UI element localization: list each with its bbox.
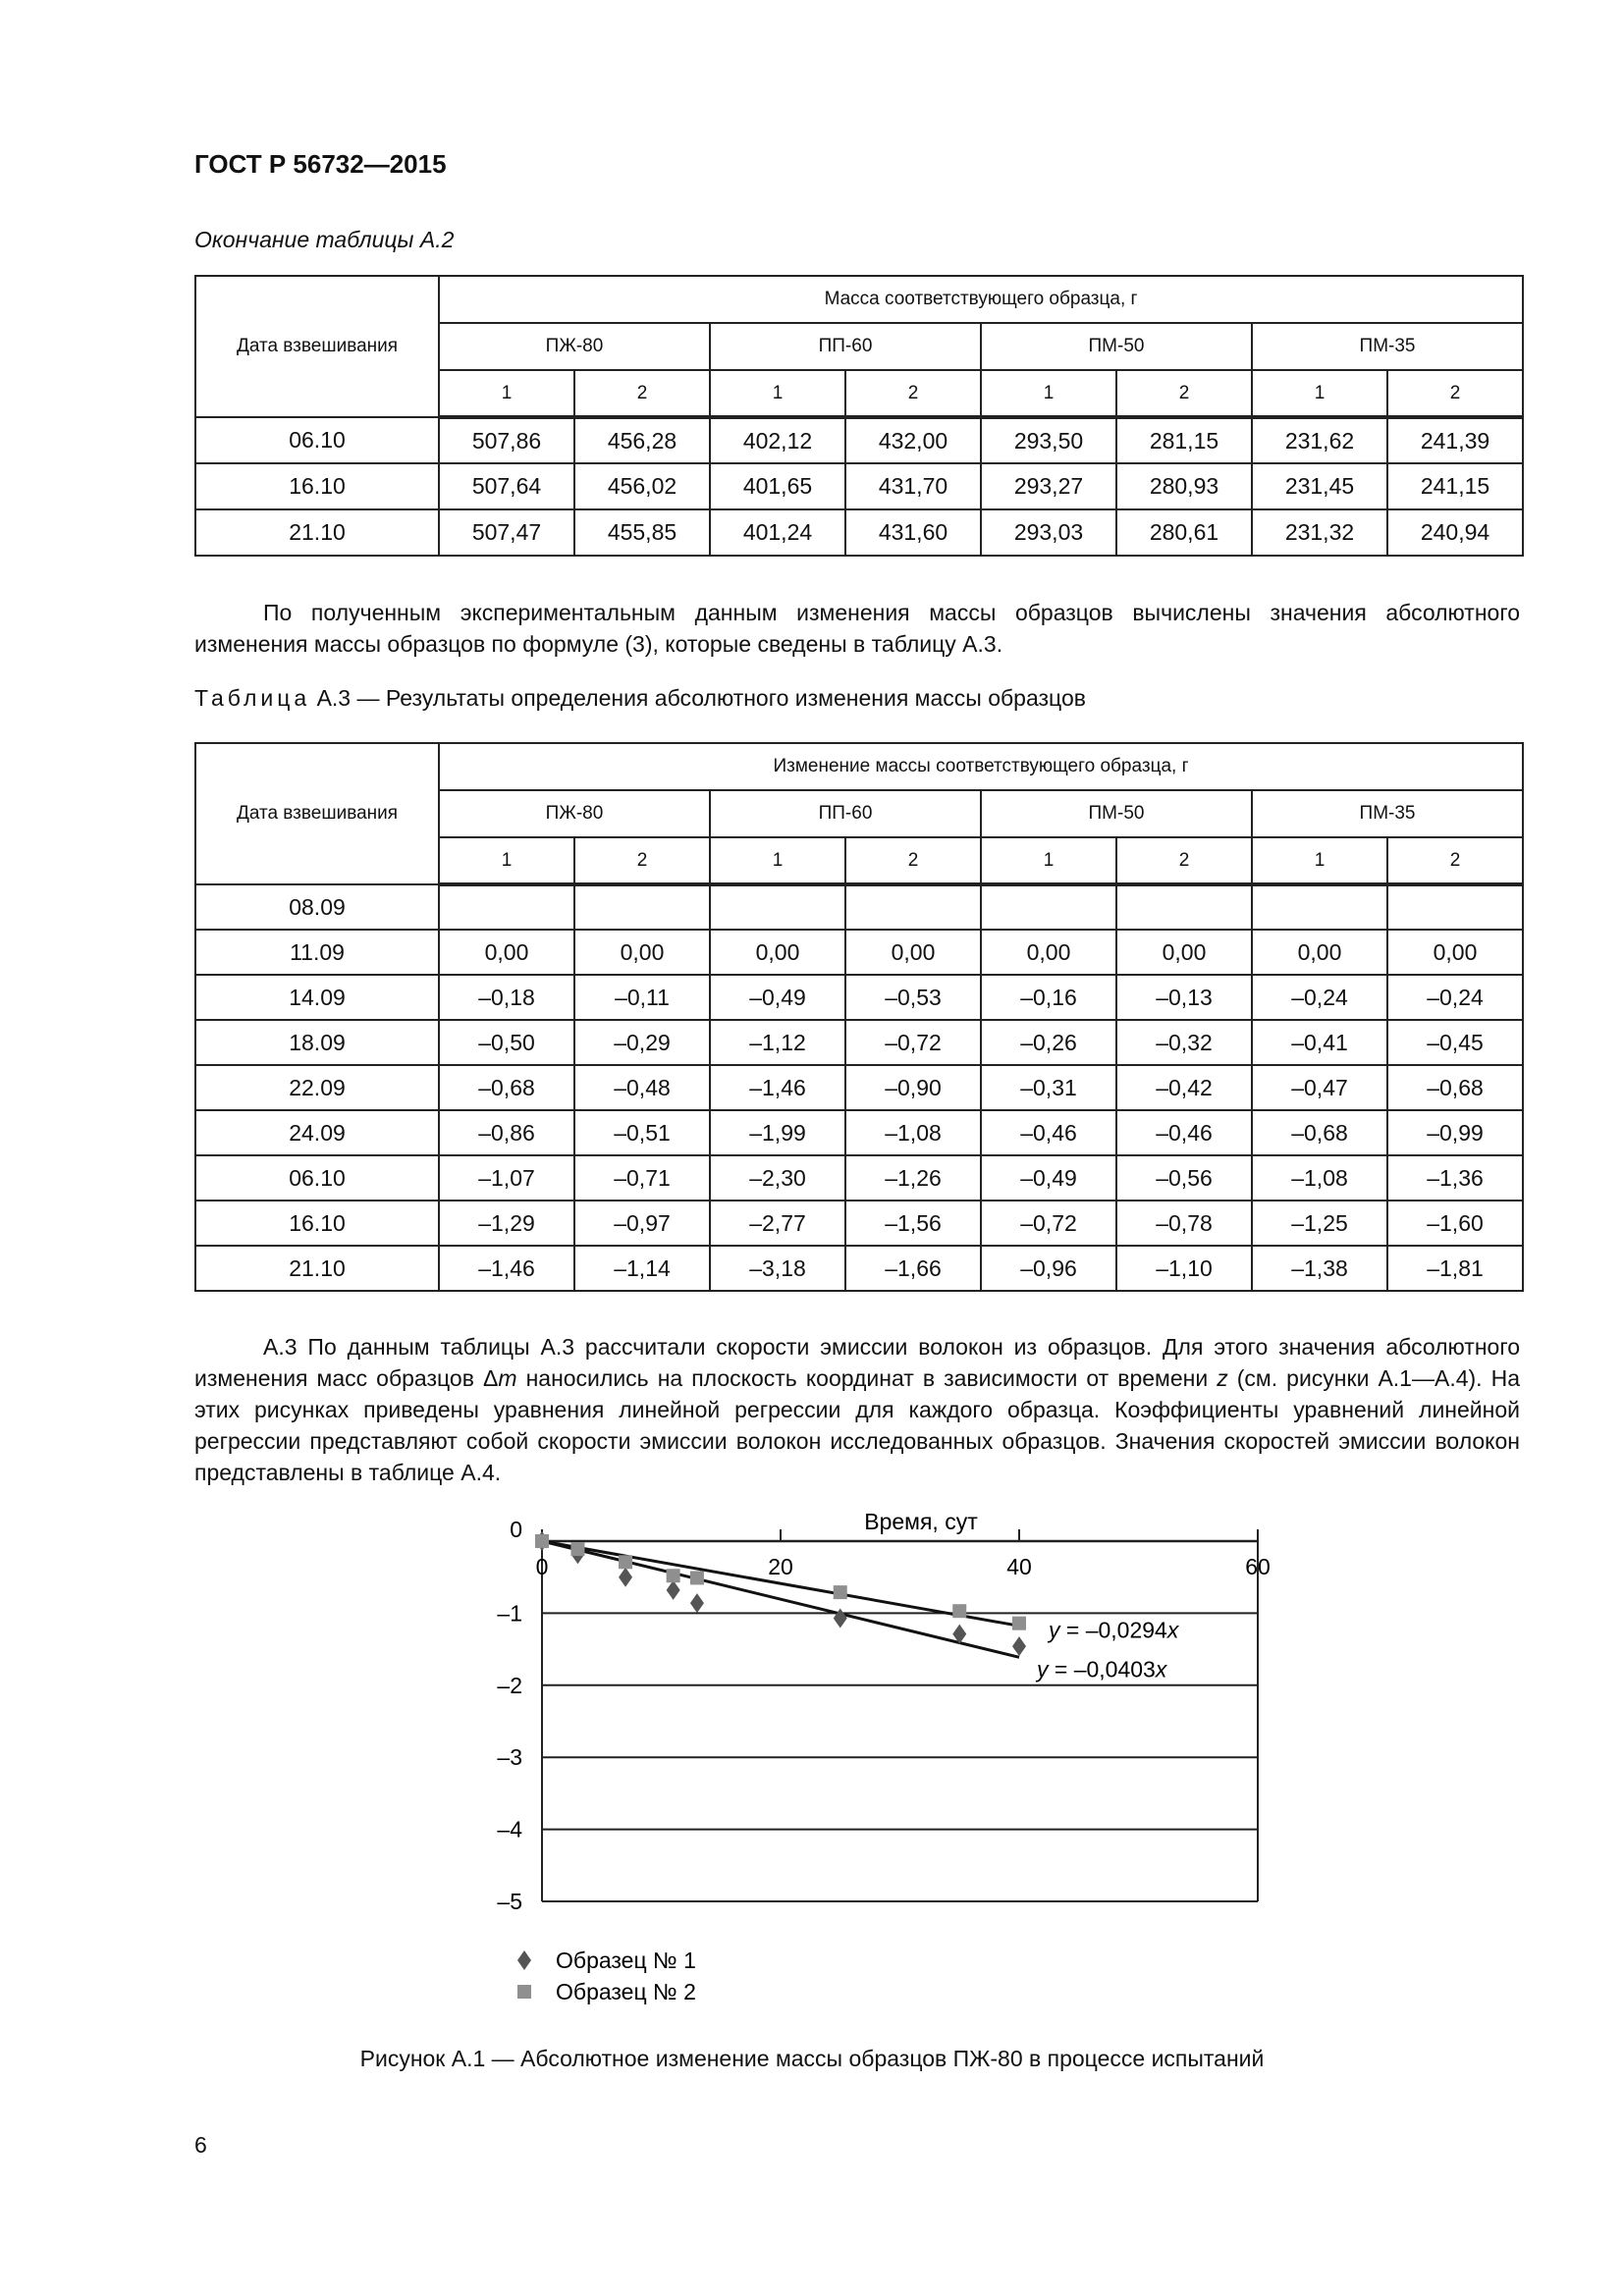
value-cell: –1,26 [845, 1155, 981, 1201]
date-cell: 11.09 [195, 930, 439, 975]
data-point [619, 1555, 632, 1569]
sample-header: ПМ-35 [1252, 790, 1523, 837]
delta-symbol: Δ [482, 1365, 499, 1391]
value-cell: –1,08 [1252, 1155, 1387, 1201]
value-cell: –1,08 [845, 1110, 981, 1155]
value-cell: –0,96 [981, 1246, 1116, 1291]
subcol-header: 2 [1387, 370, 1523, 417]
date-cell: 06.10 [195, 1155, 439, 1201]
date-cell: 14.09 [195, 975, 439, 1020]
value-cell: 432,00 [845, 417, 981, 463]
value-cell [439, 884, 574, 930]
value-cell: –0,41 [1252, 1020, 1387, 1065]
value-cell: –0,72 [981, 1201, 1116, 1246]
subcol-header: 2 [1116, 370, 1252, 417]
value-cell: 456,02 [574, 463, 710, 509]
value-cell: –0,46 [1116, 1110, 1252, 1155]
value-cell: –0,68 [1252, 1110, 1387, 1155]
value-cell: –0,24 [1387, 975, 1523, 1020]
value-cell: –0,16 [981, 975, 1116, 1020]
value-cell: 0,00 [710, 930, 845, 975]
value-cell: 0,00 [1252, 930, 1387, 975]
y-tick-label: –3 [497, 1744, 522, 1771]
value-cell: 507,64 [439, 463, 574, 509]
table-a3-caption [194, 685, 1086, 712]
value-cell: –1,29 [439, 1201, 574, 1246]
subcol-header: 2 [574, 837, 710, 884]
paragraph-2 [194, 1331, 1520, 1488]
value-cell: 0,00 [574, 930, 710, 975]
y-tick-label: –2 [497, 1672, 522, 1698]
data-point [1012, 1636, 1026, 1656]
legend-label: Образец № 2 [556, 1979, 696, 2004]
value-cell: –1,81 [1387, 1246, 1523, 1291]
value-cell: –1,07 [439, 1155, 574, 1201]
date-cell: 21.10 [195, 509, 439, 556]
subcol-header: 2 [845, 370, 981, 417]
subcol-header: 1 [981, 837, 1116, 884]
legend-marker [517, 1985, 531, 1999]
value-cell: –1,60 [1387, 1201, 1523, 1246]
value-cell: 280,61 [1116, 509, 1252, 556]
group-header: Масса соответствующего образца, г [439, 276, 1523, 323]
data-point [667, 1580, 680, 1600]
table-row [195, 509, 1523, 556]
value-cell: 0,00 [981, 930, 1116, 975]
table-row [195, 975, 1523, 1020]
value-cell: 240,94 [1387, 509, 1523, 556]
sample-header: ПП-60 [710, 790, 981, 837]
value-cell: –1,25 [1252, 1201, 1387, 1246]
paragraph-1 [194, 597, 1520, 660]
value-cell: –3,18 [710, 1246, 845, 1291]
table-row [195, 1155, 1523, 1201]
value-cell: 293,03 [981, 509, 1116, 556]
sample-header: ПМ-50 [981, 323, 1252, 370]
value-cell [845, 884, 981, 930]
value-cell: 431,60 [845, 509, 981, 556]
value-cell: –0,78 [1116, 1201, 1252, 1246]
y-tick-label: –5 [497, 1889, 522, 1914]
value-cell: 0,00 [845, 930, 981, 975]
value-cell: 401,65 [710, 463, 845, 509]
page-number: 6 [194, 2132, 207, 2158]
value-cell: 231,62 [1252, 417, 1387, 463]
table-row [195, 1246, 1523, 1291]
value-cell: 231,45 [1252, 463, 1387, 509]
value-cell: –2,30 [710, 1155, 845, 1201]
value-cell: –0,68 [1387, 1065, 1523, 1110]
x-axis-title: Время, сут [864, 1509, 978, 1534]
value-cell: –1,66 [845, 1246, 981, 1291]
legend-label: Образец № 1 [556, 1948, 696, 1973]
value-cell [1387, 884, 1523, 930]
x-tick-label: 0 [535, 1554, 549, 1579]
table-a2 [194, 275, 1524, 557]
date-cell: 18.09 [195, 1020, 439, 1065]
document-header: ГОСТ Р 56732—2015 [194, 149, 447, 179]
date-header: Дата взвешивания [195, 743, 439, 884]
date-cell: 08.09 [195, 884, 439, 930]
value-cell: 241,39 [1387, 417, 1523, 463]
value-cell: 281,15 [1116, 417, 1252, 463]
value-cell: –0,24 [1252, 975, 1387, 1020]
eq-var-y: y [1037, 1656, 1049, 1682]
value-cell: 507,47 [439, 509, 574, 556]
value-cell: –0,26 [981, 1020, 1116, 1065]
value-cell: –0,49 [710, 975, 845, 1020]
table-row [195, 417, 1523, 463]
data-point [619, 1568, 632, 1587]
y-tick-label: 0 [510, 1517, 522, 1542]
table-row [195, 884, 1523, 930]
value-cell: –1,14 [574, 1246, 710, 1291]
table-a3 [194, 742, 1524, 1292]
value-cell: –0,51 [574, 1110, 710, 1155]
sample-header: ПМ-35 [1252, 323, 1523, 370]
eq-var-x: x [1166, 1617, 1179, 1643]
date-cell: 24.09 [195, 1110, 439, 1155]
value-cell: –0,50 [439, 1020, 574, 1065]
value-cell: –0,48 [574, 1065, 710, 1110]
subcol-header: 1 [981, 370, 1116, 417]
value-cell: –1,99 [710, 1110, 845, 1155]
table-row [195, 1020, 1523, 1065]
sample-header: ПП-60 [710, 323, 981, 370]
value-cell: 241,15 [1387, 463, 1523, 509]
value-cell: 431,70 [845, 463, 981, 509]
table-row [195, 1110, 1523, 1155]
table-row [195, 1065, 1523, 1110]
value-cell: –0,42 [1116, 1065, 1252, 1110]
subcol-header: 2 [1387, 837, 1523, 884]
value-cell [981, 884, 1116, 930]
value-cell: –1,36 [1387, 1155, 1523, 1201]
subcol-header: 2 [1116, 837, 1252, 884]
value-cell: –2,77 [710, 1201, 845, 1246]
value-cell: –0,29 [574, 1020, 710, 1065]
value-cell: 293,27 [981, 463, 1116, 509]
paragraph-1-text: По полученным экспериментальным данным изменения массы образцов вычислены значения абсолютного изменения массы образцов по формуле (3), которые сведены в таблицу А.3. [194, 600, 1520, 657]
value-cell: –0,72 [845, 1020, 981, 1065]
data-point [667, 1569, 680, 1582]
value-cell: –1,56 [845, 1201, 981, 1246]
table-row [195, 930, 1523, 975]
value-cell [1252, 884, 1387, 930]
value-cell: 455,85 [574, 509, 710, 556]
value-cell [1116, 884, 1252, 930]
subcol-header: 2 [574, 370, 710, 417]
regression-equation [1047, 1617, 1180, 1642]
sample-header: ПЖ-80 [439, 323, 710, 370]
subcol-header: 1 [439, 837, 574, 884]
figure-a1-chart [0, 1492, 1624, 2042]
value-cell: –0,11 [574, 975, 710, 1020]
value-cell: –0,46 [981, 1110, 1116, 1155]
data-point [1012, 1617, 1026, 1630]
value-cell: –0,71 [574, 1155, 710, 1201]
value-cell: –0,32 [1116, 1020, 1252, 1065]
data-point [952, 1604, 966, 1618]
value-cell: –0,97 [574, 1201, 710, 1246]
value-cell: –0,49 [981, 1155, 1116, 1201]
date-cell: 22.09 [195, 1065, 439, 1110]
y-tick-label: –4 [497, 1816, 522, 1842]
value-cell: 0,00 [1116, 930, 1252, 975]
x-tick-label: 20 [768, 1554, 793, 1579]
sample-header: ПМ-50 [981, 790, 1252, 837]
x-tick-label: 60 [1245, 1554, 1271, 1579]
x-tick-label: 40 [1006, 1554, 1032, 1579]
value-cell: –0,45 [1387, 1020, 1523, 1065]
value-cell: 401,24 [710, 509, 845, 556]
value-cell: –0,53 [845, 975, 981, 1020]
value-cell: 456,28 [574, 417, 710, 463]
subcol-header: 1 [710, 370, 845, 417]
paragraph-2-part: (см. рисунки А.1—А.4). На этих рисунках приведены уравнения линейной регрессии для каждого образца. Коэффициенты уравнений линейной регрессии представляют собой скорости эмиссии волокон исследованных образцов. Значения скоростей эмиссии волокон представлены в таблице А.4. [194, 1365, 1520, 1485]
date-cell: 06.10 [195, 417, 439, 463]
value-cell: –0,86 [439, 1110, 574, 1155]
value-cell: –0,90 [845, 1065, 981, 1110]
eq-var-y: y [1049, 1617, 1060, 1643]
value-cell: 402,12 [710, 417, 845, 463]
value-cell: –0,56 [1116, 1155, 1252, 1201]
value-cell: –1,10 [1116, 1246, 1252, 1291]
subcol-header: 1 [710, 837, 845, 884]
value-cell: –0,47 [1252, 1065, 1387, 1110]
variable-m: m [498, 1365, 517, 1391]
value-cell: 293,50 [981, 417, 1116, 463]
value-cell: –0,13 [1116, 975, 1252, 1020]
date-header: Дата взвешивания [195, 276, 439, 417]
legend-marker [517, 1950, 531, 1970]
value-cell: –1,12 [710, 1020, 845, 1065]
data-point [690, 1571, 704, 1584]
table-row [195, 463, 1523, 509]
value-cell: –0,31 [981, 1065, 1116, 1110]
figure-caption: Рисунок А.1 — Абсолютное изменение массы образцов ПЖ-80 в процессе испытаний [359, 2046, 1265, 2071]
table-row [195, 1201, 1523, 1246]
value-cell: 231,32 [1252, 509, 1387, 556]
value-cell [574, 884, 710, 930]
table-title: А.3 — Результаты определения абсолютного изменения массы образцов [310, 685, 1086, 711]
data-point [690, 1593, 704, 1613]
value-cell: 0,00 [439, 930, 574, 975]
table-label: Таблица [194, 685, 311, 711]
value-cell: –0,18 [439, 975, 574, 1020]
group-header: Изменение массы соответствующего образца, г [439, 743, 1523, 790]
regression-equation [1035, 1656, 1168, 1682]
eq-coef: = –0,0403 [1048, 1656, 1156, 1682]
data-point [834, 1585, 847, 1599]
date-cell: 16.10 [195, 1201, 439, 1246]
date-cell: 16.10 [195, 463, 439, 509]
data-point [570, 1542, 584, 1556]
value-cell: –1,38 [1252, 1246, 1387, 1291]
table-a2-caption: Окончание таблицы А.2 [194, 227, 455, 252]
value-cell: 0,00 [1387, 930, 1523, 975]
value-cell: –0,99 [1387, 1110, 1523, 1155]
paragraph-2-part: наносились на плоскость координат в зависимости от времени [516, 1365, 1218, 1391]
value-cell: 280,93 [1116, 463, 1252, 509]
eq-coef: = –0,0294 [1059, 1617, 1167, 1643]
subcol-header: 2 [845, 837, 981, 884]
sample-header: ПЖ-80 [439, 790, 710, 837]
value-cell: –1,46 [439, 1246, 574, 1291]
value-cell [710, 884, 845, 930]
paragraph-2-part: А.3 По данным таблицы А.3 рассчитали скорости эмиссии волокон из образцов. Для этого значения абсолютного изменения масс образцов [194, 1334, 1520, 1391]
value-cell: –0,68 [439, 1065, 574, 1110]
y-tick-label: –1 [497, 1600, 522, 1627]
subcol-header: 1 [1252, 370, 1387, 417]
value-cell: 507,86 [439, 417, 574, 463]
subcol-header: 1 [1252, 837, 1387, 884]
eq-var-x: x [1155, 1656, 1167, 1682]
value-cell: –1,46 [710, 1065, 845, 1110]
subcol-header: 1 [439, 370, 574, 417]
date-cell: 21.10 [195, 1246, 439, 1291]
paragraph-2-text [194, 1331, 1520, 1488]
variable-z: z [1217, 1365, 1228, 1391]
data-point [535, 1534, 549, 1548]
